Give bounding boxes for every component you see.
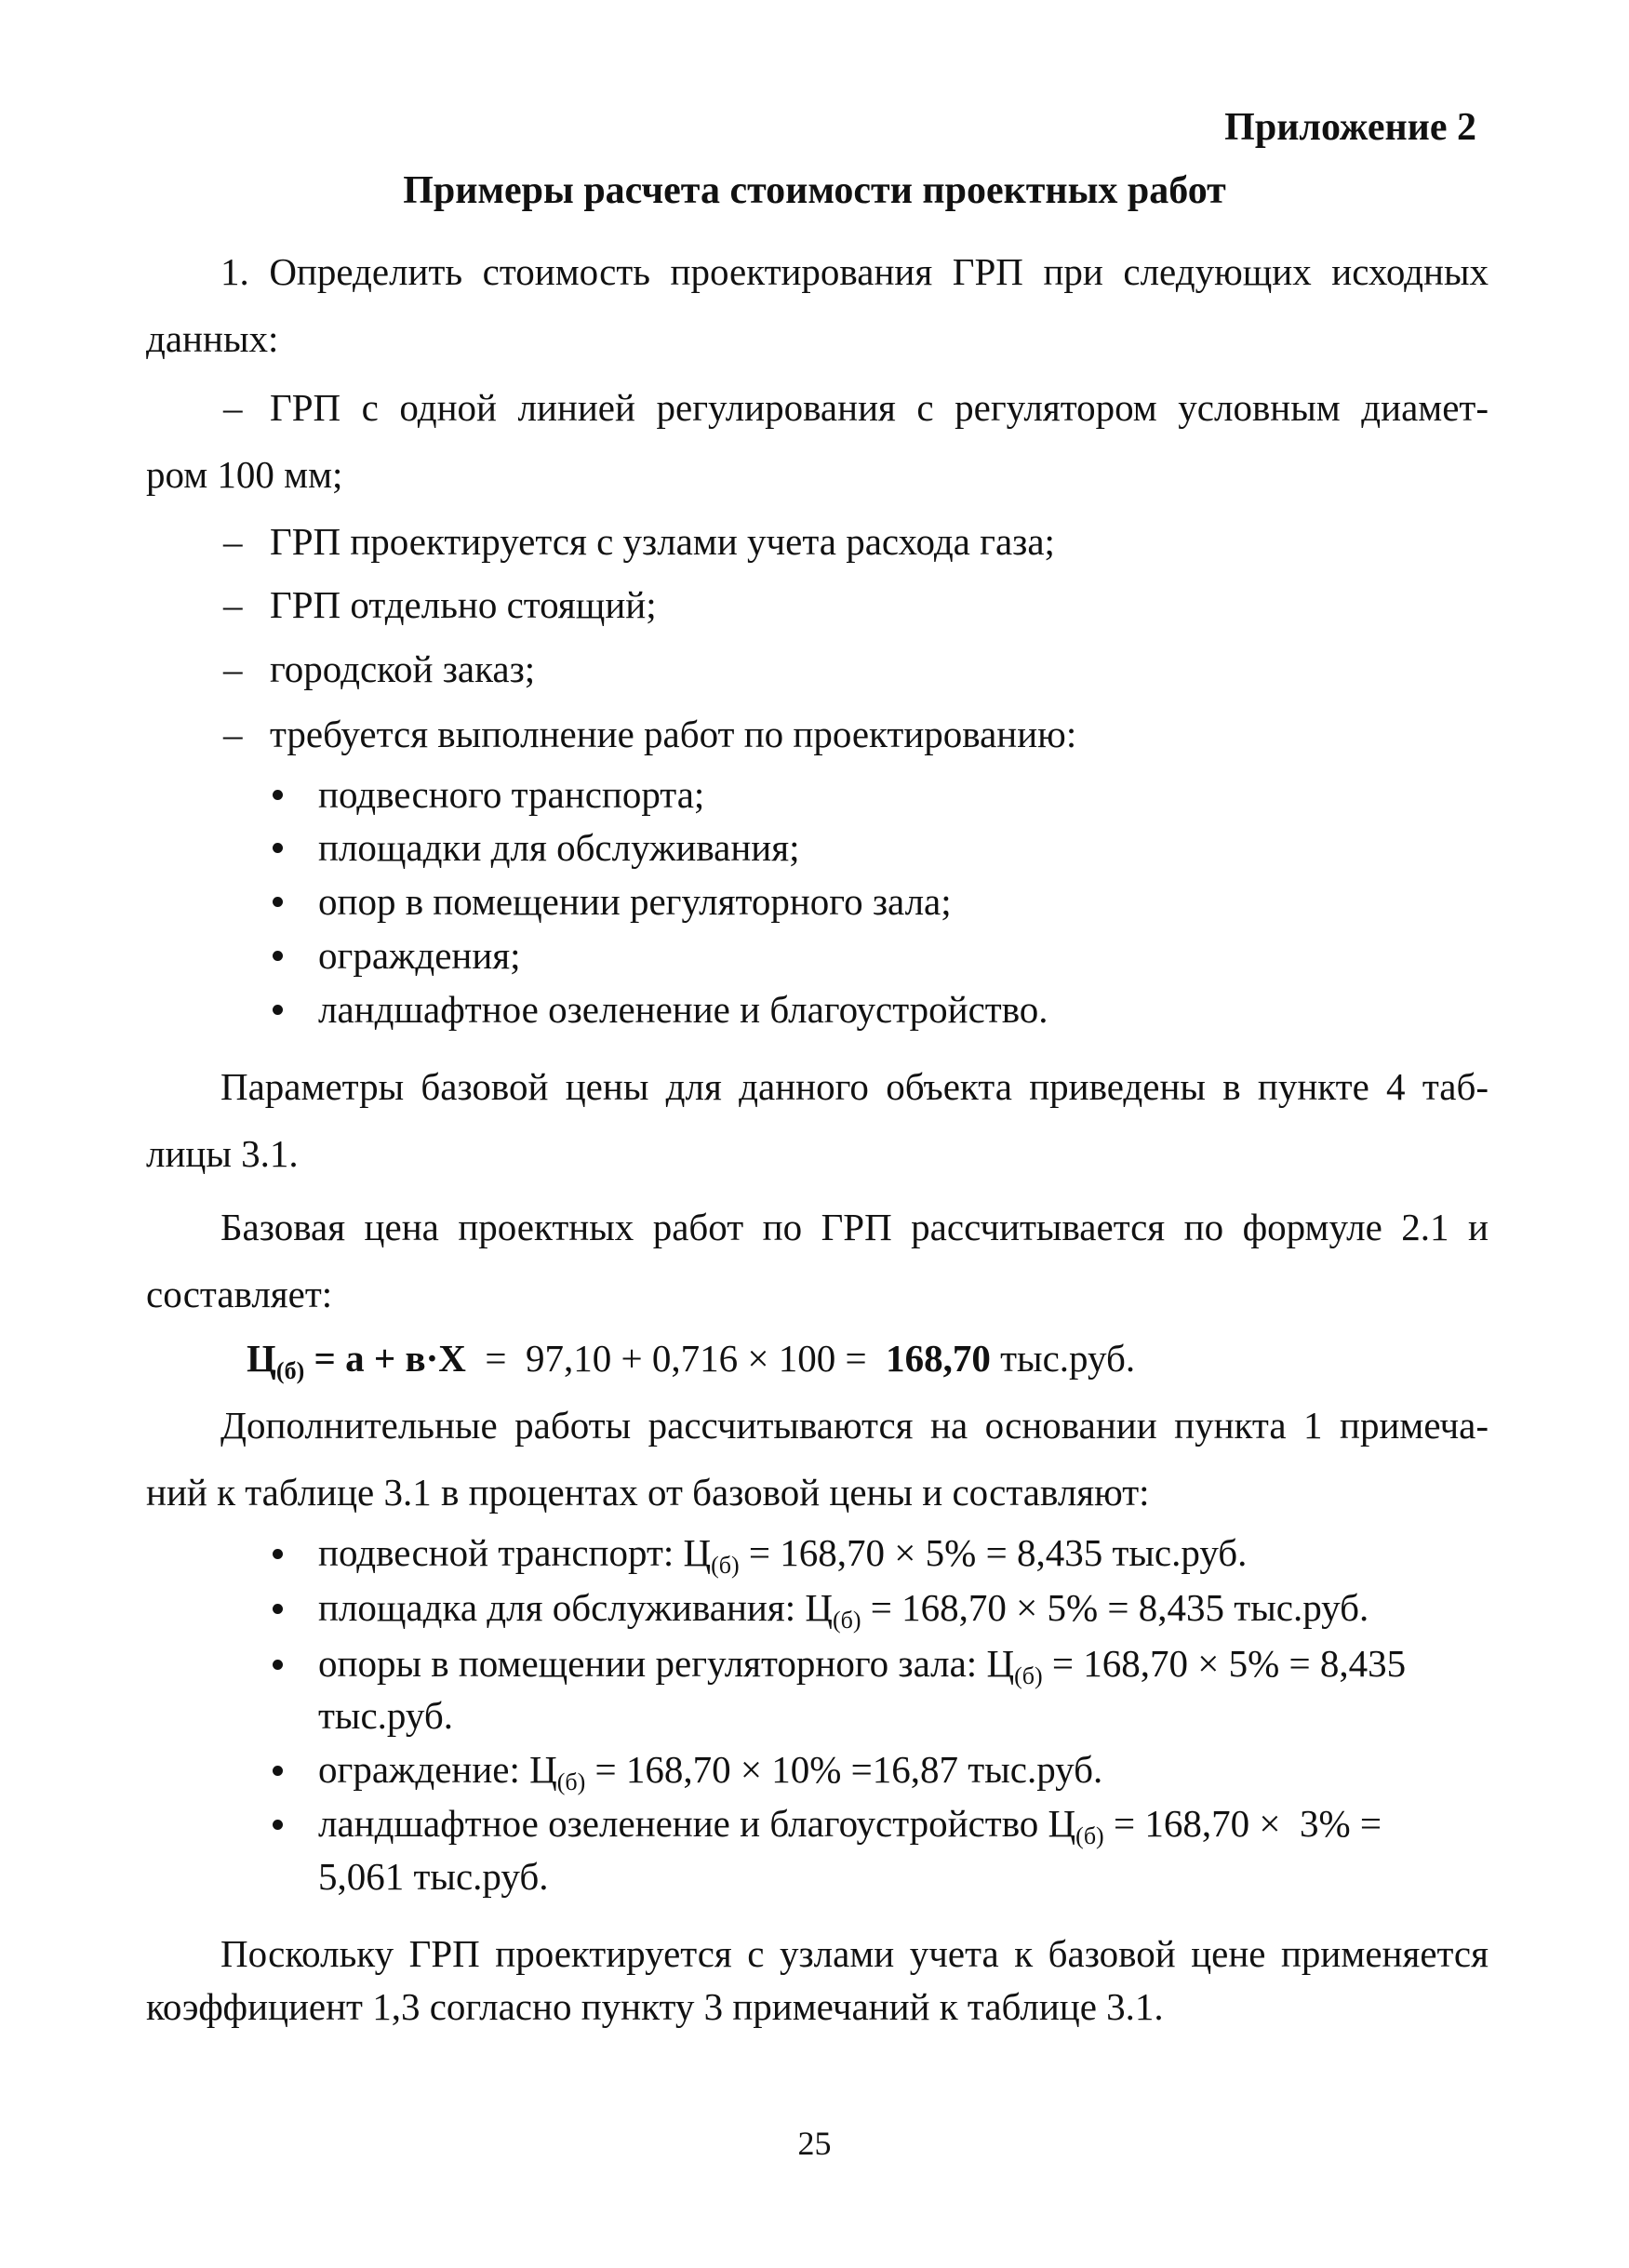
cost-label: ограждение: Ц bbox=[318, 1748, 557, 1791]
cost-value: = 168,70 × 5% = 8,435 тыс.руб. bbox=[861, 1586, 1369, 1629]
work-text: ландшафтное озеленение и благоустройство. bbox=[318, 988, 1048, 1031]
coef-line-1: Поскольку ГРП проектируется с узлами учета к базовой цене применяется bbox=[220, 1932, 1489, 1975]
bullet-icon bbox=[273, 951, 283, 961]
condition-text-5: требуется выполнение работ по проектированию: bbox=[270, 713, 1077, 755]
bullet-icon bbox=[273, 1604, 283, 1614]
appendix-label: Приложение 2 bbox=[1224, 106, 1476, 149]
bullet-icon bbox=[273, 1766, 283, 1776]
cost-value: = 168,70 × 5% = 8,435 тыс.руб. bbox=[739, 1531, 1248, 1574]
coef-line-2: коэффициент 1,3 согласно пункту 3 примечаний к таблице 3.1. bbox=[146, 1985, 1164, 2028]
cost-sub: (б) bbox=[711, 1552, 740, 1579]
cost-text bbox=[318, 1585, 1369, 1634]
dash-marker: – bbox=[223, 713, 243, 755]
cost-sub: (б) bbox=[1014, 1662, 1043, 1689]
dash-marker: – bbox=[223, 647, 243, 690]
bullet-icon bbox=[273, 897, 283, 907]
cost-text-cont: тыс.руб. bbox=[318, 1694, 453, 1737]
work-text: площадки для обслуживания; bbox=[318, 826, 800, 869]
base-line-2: составляет: bbox=[146, 1273, 333, 1315]
dash-marker: – bbox=[223, 583, 243, 626]
condition-text-2: ГРП проектируется с узлами учета расхода газа; bbox=[270, 520, 1055, 563]
formula-unit: тыс.руб. bbox=[990, 1337, 1136, 1380]
page-title: Примеры расчета стоимости проектных работ bbox=[403, 169, 1226, 212]
additional-line-2: ний к таблице 3.1 в процентах от базовой цены и составляют: bbox=[146, 1471, 1150, 1514]
cost-label: ландшафтное озеленение и благоустройство Ц bbox=[318, 1802, 1076, 1845]
formula-middle: = 97,10 + 0,716 × 100 = bbox=[465, 1337, 887, 1380]
cost-label: площадка для обслуживания: Ц bbox=[318, 1586, 833, 1629]
condition-text-3: ГРП отдельно стоящий; bbox=[270, 583, 657, 626]
cost-label: опоры в помещении регуляторного зала: Ц bbox=[318, 1642, 1015, 1685]
intro-line-1: 1. Определить стоимость проектирования ГРП при следующих исходных bbox=[220, 250, 1489, 293]
cost-sub: (б) bbox=[832, 1607, 861, 1634]
bullet-icon bbox=[273, 1820, 283, 1830]
bullet-icon bbox=[273, 1549, 283, 1559]
formula-lhs-rest: = а + в·Х bbox=[304, 1337, 466, 1380]
formula-lhs: Ц bbox=[247, 1337, 276, 1380]
work-text: опор в помещении регуляторного зала; bbox=[318, 880, 952, 923]
bullet-icon bbox=[273, 1005, 283, 1015]
base-price-formula bbox=[247, 1336, 1135, 1385]
cost-label: подвесной транспорт: Ц bbox=[318, 1531, 712, 1574]
bullet-icon bbox=[273, 843, 283, 853]
cost-text-cont: 5,061 тыс.руб. bbox=[318, 1855, 549, 1898]
params-line-1: Параметры базовой цены для данного объекта приведены в пункте 4 таб- bbox=[220, 1065, 1489, 1108]
cost-value: = 168,70 × 10% =16,87 тыс.руб. bbox=[585, 1748, 1103, 1791]
bullet-icon bbox=[273, 790, 283, 800]
dash-marker: – bbox=[223, 520, 243, 563]
cost-value: = 168,70 × 5% = 8,435 bbox=[1042, 1642, 1407, 1685]
work-text: ограждения; bbox=[318, 934, 521, 977]
condition-text-4: городской заказ; bbox=[270, 647, 536, 690]
work-text: подвесного транспорта; bbox=[318, 773, 705, 816]
cost-text bbox=[318, 1801, 1382, 1850]
cost-text bbox=[318, 1641, 1406, 1690]
base-line-1: Базовая цена проектных работ по ГРП рассчитывается по формуле 2.1 и bbox=[220, 1206, 1489, 1248]
cost-sub: (б) bbox=[1075, 1822, 1104, 1849]
condition-text-1: ГРП с одной линией регулирования с регулятором условным диамет- bbox=[270, 386, 1489, 429]
intro-line-2: данных: bbox=[146, 317, 279, 360]
bullet-icon bbox=[273, 1660, 283, 1670]
page-number: 25 bbox=[797, 2125, 832, 2162]
cost-text bbox=[318, 1747, 1102, 1796]
cost-sub: (б) bbox=[556, 1768, 586, 1795]
cost-value: = 168,70 × 3% = bbox=[1103, 1802, 1382, 1845]
formula-lhs-sub: (б) bbox=[275, 1357, 305, 1384]
dash-marker: – bbox=[223, 386, 243, 429]
cost-text bbox=[318, 1530, 1247, 1580]
params-line-2: лицы 3.1. bbox=[146, 1132, 299, 1175]
condition-text-1-cont: ром 100 мм; bbox=[146, 453, 343, 496]
additional-line-1: Дополнительные работы рассчитываются на основании пункта 1 примеча- bbox=[220, 1404, 1489, 1447]
formula-result: 168,70 bbox=[886, 1337, 991, 1380]
